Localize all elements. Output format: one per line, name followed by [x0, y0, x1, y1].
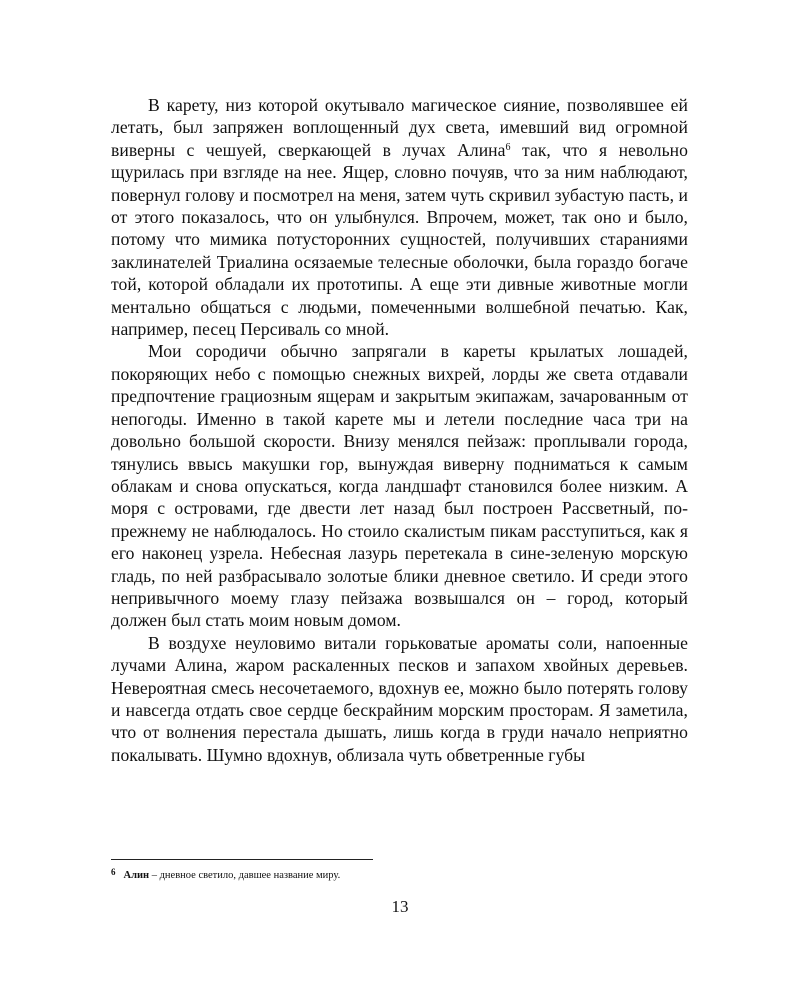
paragraph-1-text-end: так, что я невольно щурилась при взгляде на нее. Ящер, словно почуяв, что за ним наблюдают, повернул голову и посмотрел на меня, затем чуть скривил зубастую пасть, и от этого показалось, что он улыбнулся. Впрочем, может, так оно и было, потому что мимика потусторонних сущностей, получивших стараниями заклинателей Триалина осязаемые телесные оболочки, была гораздо богаче той, которой обладали их прототипы. А еще эти дивные животные могли ментально общаться с людьми, помеченными волшебной печатью. Как, например, песец Персиваль со мной.: [111, 139, 688, 340]
footnote-divider: [111, 859, 373, 860]
paragraph-3: В воздухе неуловимо витали горьковатые ароматы соли, напоенные лучами Алина, жаром раскаленных песков и запахом хвойных деревьев. Невероятная смесь несочетаемого, вдохнув ее, можно было потерять голову и навсегда отдать свое сердце бескрайним морским просторам. Я заметила, что от волнения перестала дышать, лишь когда в груди начало неприятно покалывать. Шумно вдохнув, облизала чуть обветренные губы: [111, 632, 688, 765]
paragraph-1: [111, 94, 688, 340]
footnote-reference[interactable]: 6: [505, 141, 511, 153]
footnote-number: 6: [111, 867, 116, 877]
paragraph-2: Мои сородичи обычно запрягали в кареты крылатых лошадей, покоряющих небо с помощью снежных вихрей, лорды же света отдавали предпочтение грациозным ящерам и закрытым экипажам, зачарованным от непогоды. Именно в такой карете мы и летели последние часа три на довольно большой скорости. Внизу менялся пейзаж: проплывали города, тянулись ввысь макушки гор, вынуждая виверну подниматься к самым облакам и снова опускаться, когда ландшафт становился более низким. А моря с островами, где двести лет назад был построен Рассветный, по-прежнему не наблюдалось. Но стоило скалистым пикам расступиться, как я его наконец узрела. Небесная лазурь перетекала в сине-зеленую морскую гладь, по ней разбрасывало золотые блики дневное светило. И среди этого непривычного моему глазу пейзажа возвышался он – город, который должен был стать моим новым домом.: [111, 341, 688, 631]
page-body: [111, 94, 688, 766]
footnote-term: Алин: [123, 870, 150, 881]
footnote-text: – дневное светило, давшее название миру.: [149, 870, 341, 881]
page-number: 13: [391, 897, 409, 916]
paragraph-1-text-start: В карету, низ которой окутывало магическое сияние, позволявшее ей летать, был запряжен воплощенный дух света, имевший вид огромной виверны с чешуей, сверкающей в лучах Алина: [111, 95, 688, 160]
footnote: [111, 865, 688, 883]
